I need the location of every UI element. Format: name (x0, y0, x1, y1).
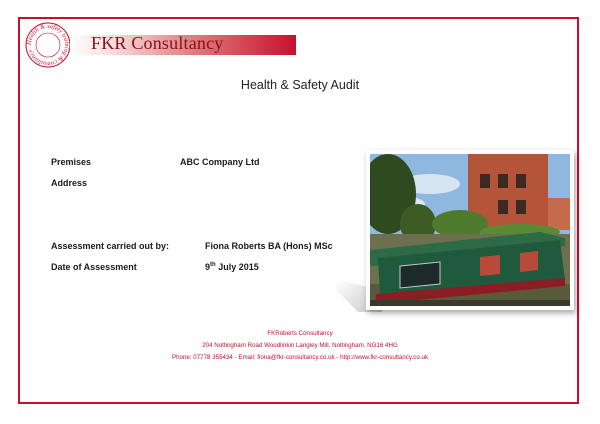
address-label: Address (51, 178, 88, 188)
date-label: Date of Assessment (51, 262, 137, 272)
assessor-label: Assessment carried out by: (51, 241, 170, 251)
assessor-value: Fiona Roberts BA (Hons) MSc (205, 241, 333, 251)
date-day: 9 (205, 262, 211, 272)
date-value (205, 262, 259, 272)
date-suffix: th (210, 262, 216, 268)
footer-contact: Phone: 07778 355434 - Email: fiona@fkr-consultancy.co.uk - http://www.fkr-consultancy.co.uk (171, 354, 429, 361)
footer-company-name: FKRoberts Consultancy (267, 330, 333, 337)
date-month-year: July 2015 (215, 262, 259, 272)
logo-seal (24, 21, 72, 69)
narrowboat-photo-image (370, 154, 570, 306)
document-title: Health & Safety Audit (240, 78, 360, 92)
logo-seal-text: Health & safety training & consultancy (25, 22, 71, 68)
premises-value: ABC Company Ltd (180, 157, 260, 167)
premises-label: Premises (51, 157, 92, 167)
footer-address: 204 Nottingham Road Woodlinkin Langley Mill, Nottingham. NG16 4HG (202, 342, 398, 349)
narrowboat-photo (366, 150, 574, 310)
logo-company-name: FKR Consultancy (91, 33, 224, 53)
